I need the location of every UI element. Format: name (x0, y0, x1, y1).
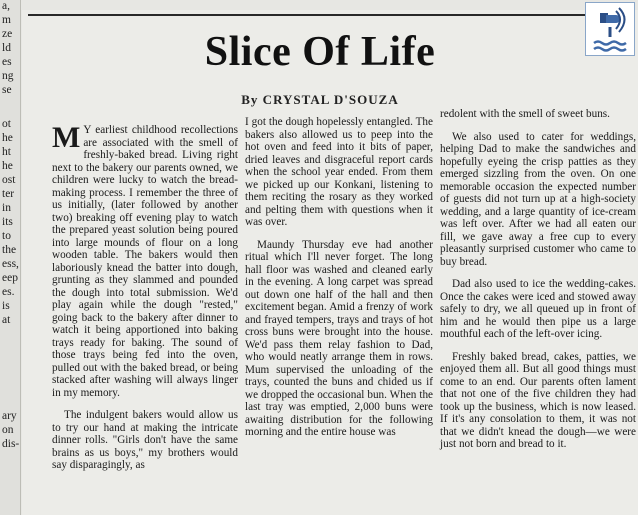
fragment-text: its (2, 216, 13, 228)
paragraph: Dad also used to ice the wedding-cakes. Once the cakes were iced and stowed away safely to dry, we all queued up in front of him and he would then pipe us a large mouthful each of the left-over icing. (440, 278, 636, 340)
fragment-text: ost (2, 174, 16, 186)
fragment-text: ng (2, 70, 14, 82)
paragraph: Maundy Thursday eve had another ritual which I'll never forget. The long hall floor was washed and cleaned early in the evening. A long carpet was spread out down one half of the hall and then excitement began. Amid a frenzy of work and frayed tempers, trays and trays of hot cross buns were brought into the house. We'd pass them relay fashion to Dad, who would neatly arrange them in rows. Mum supervised the unloading of the trays, counted the buns and chided us if we dropped the occasional bun. When the last tray was emptied, 2,000 buns were awaiting distribution for the following morning and the entire house was (245, 238, 433, 438)
fragment-text: on (2, 424, 14, 436)
fragment-text: he (2, 160, 13, 172)
article-column-1 (52, 121, 238, 482)
fragment-text: dis- (2, 438, 20, 450)
fragment-text: ot (2, 118, 11, 130)
fragment-text: in (2, 202, 11, 214)
fragment-text: ld (2, 42, 11, 54)
paragraph: I got the dough hopelessly entangled. The bakers also allowed us to peep into the hot oven and feed into it bits of paper, dried leaves and disgraceful report cards when the school year ended. From them we picked up our Konkani, listening to them reciting the rosary as they worked and pelting them with questions when it was over. (245, 116, 433, 228)
fragment-text: es (2, 56, 12, 68)
fragment-text: is (2, 300, 10, 312)
article-headline: Slice Of Life (204, 29, 436, 75)
fragment-text: a, (2, 0, 10, 12)
fragment-text: es. (2, 286, 15, 298)
fragment-text: m (2, 14, 11, 26)
fragment-text: ess, (2, 258, 19, 270)
fragment-text: se (2, 84, 12, 96)
fragment-text: at (2, 314, 11, 326)
fragment-text: he (2, 132, 13, 144)
fragment-text: ht (2, 146, 11, 158)
fragment-text: ze (2, 28, 13, 40)
fragment-text: to (2, 230, 11, 242)
article-byline: By CRYSTAL D'SOUZA (241, 92, 399, 107)
drop-cap: M (52, 121, 81, 154)
paragraph: Freshly baked bread, cakes, patties, we enjoyed them all. But all good things must come to an end. Our parents often lament that not one of the five children they had took up the business, which is now leased. If it's any consolation to them, it was not that we didn't knead the dough—we were just not born and bread to it. (440, 350, 636, 450)
article-column-3 (440, 108, 636, 461)
fragment-text: the (2, 244, 17, 256)
fragment-text: eep (2, 272, 18, 284)
article-column-2 (245, 116, 433, 449)
adjacent-column-fragment (0, 0, 21, 515)
fragment-text: ter (2, 188, 15, 200)
paragraph: The indulgent bakers would allow us to try our hand at making the intricate dinner rolls. "Girls don't have the same brains as us boys," my brothers would say disparagingly, as (52, 409, 238, 471)
paragraph: M Y earliest childhood recollections are associated with the smell of freshly-baked bread. Living right next to the bakery our parents owned, we children were lucky to watch the bread-making process. I remember the three of us initially, (later followed by another two) breaking off evening play to watch the prepared yeast solution being poured into large mounds of flour on a long wooden table. The bakers would then laboriously knead the batter into dough, grunting as they slammed and pounded the dough into total submission. We'd play again while the dough "rested," going back to the bakery after dinner to watch it being apportioned into baking trays ready for baking. The sound of those trays being fed into the oven, pulled out with the baked bread, or being stacked after washing will always linger in my memory. (52, 121, 238, 399)
fragment-text: ary (2, 410, 17, 422)
top-rule (28, 14, 626, 16)
paragraph: redolent with the smell of sweet buns. (440, 108, 610, 120)
paragraph: We also used to cater for weddings, helping Dad to make the sandwiches and hopefully eyeing the crisp patties as they emerged sizzling from the oven. On one memorable occasion the expected number of guests did not turn up at a high-society wedding, and a large quantity of ice-cream was left over. After we had all eaten our fill, we gave away a free cup to every pleasantly surprised customer who came to buy bread. (440, 130, 636, 268)
